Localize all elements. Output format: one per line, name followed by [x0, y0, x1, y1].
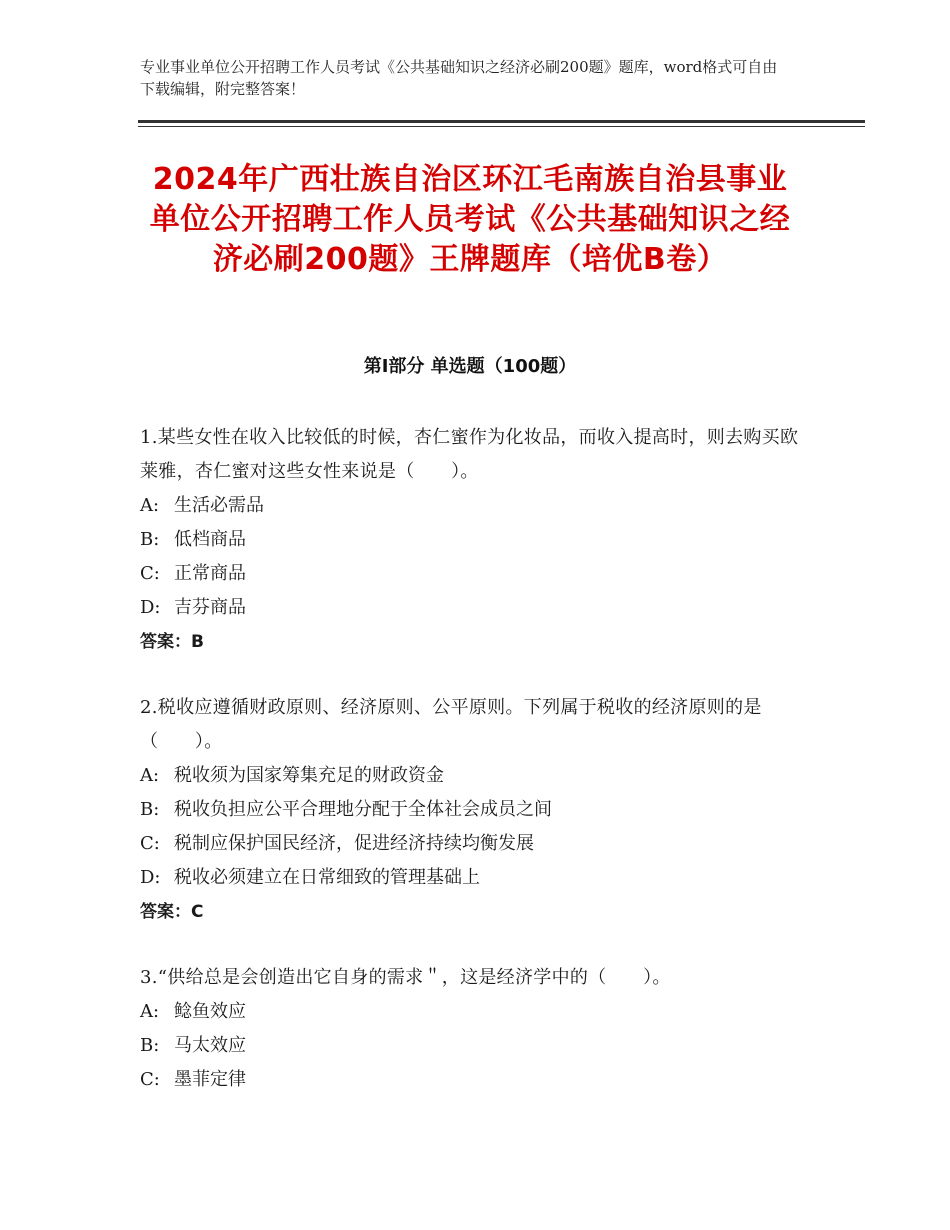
option-b — [140, 1029, 805, 1063]
option-c — [140, 1063, 805, 1097]
option-letter: B: — [140, 799, 160, 820]
option-letter: B: — [140, 1035, 160, 1056]
option-text: 税收必须建立在日常细致的管理基础上 — [174, 867, 480, 888]
option-text: 鲶鱼效应 — [174, 1001, 246, 1022]
option-d — [140, 591, 805, 625]
header-divider-thick — [138, 120, 865, 123]
question-stem: 2.税收应遵循财政原则、经济原则、公平原则。下列属于税收的经济原则的是（ ）。 — [140, 697, 762, 752]
option-text: 马太效应 — [174, 1035, 246, 1056]
header-note: 专业事业单位公开招聘工作人员考试《公共基础知识之经济必刷200题》题库，word格式可自由下载编辑，附完整答案！ — [140, 58, 778, 98]
option-letter: C: — [140, 563, 160, 584]
option-c — [140, 557, 805, 591]
option-b — [140, 523, 805, 557]
option-a — [140, 489, 805, 523]
option-c — [140, 827, 805, 861]
option-text: 税收须为国家筹集充足的财政资金 — [174, 765, 444, 786]
answer-line: 答案：B — [140, 632, 204, 652]
option-letter: D: — [140, 597, 161, 618]
option-text: 税制应保护国民经济，促进经济持续均衡发展 — [174, 833, 534, 854]
option-text: 低档商品 — [174, 529, 246, 550]
option-text: 吉芬商品 — [174, 597, 246, 618]
option-text: 墨菲定律 — [174, 1069, 246, 1090]
question-item — [140, 961, 805, 1097]
section-heading: 第Ⅰ部分 单选题（100题） — [363, 356, 577, 377]
option-a — [140, 759, 805, 793]
option-d — [140, 861, 805, 895]
option-text: 税收负担应公平合理地分配于全体社会成员之间 — [174, 799, 552, 820]
option-text: 生活必需品 — [174, 495, 264, 516]
header-divider-thin — [138, 126, 865, 127]
question-stem: 1.某些女性在收入比较低的时候，杏仁蜜作为化妆品，而收入提高时，则去购买欧莱雅，杏仁蜜对这些女性来说是（ ）。 — [140, 427, 799, 482]
option-letter: C: — [140, 833, 160, 854]
option-letter: C: — [140, 1069, 160, 1090]
option-letter: A: — [140, 765, 160, 786]
option-text: 正常商品 — [174, 563, 246, 584]
question-item — [140, 421, 805, 659]
option-letter: D: — [140, 867, 161, 888]
question-stem: 3.“供给总是会创造出它自身的需求＂，这是经济学中的（ ）。 — [140, 967, 671, 988]
document-title: 2024年广西壮族自治区环江毛南族自治县事业单位公开招聘工作人员考试《公共基础知识之经济必刷200题》王牌题库（培优B卷） — [149, 162, 791, 277]
option-b — [140, 793, 805, 827]
question-list — [140, 421, 805, 1129]
option-letter: A: — [140, 495, 160, 516]
option-a — [140, 995, 805, 1029]
question-item — [140, 691, 805, 929]
option-letter: A: — [140, 1001, 160, 1022]
option-letter: B: — [140, 529, 160, 550]
answer-line: 答案：C — [140, 902, 204, 922]
